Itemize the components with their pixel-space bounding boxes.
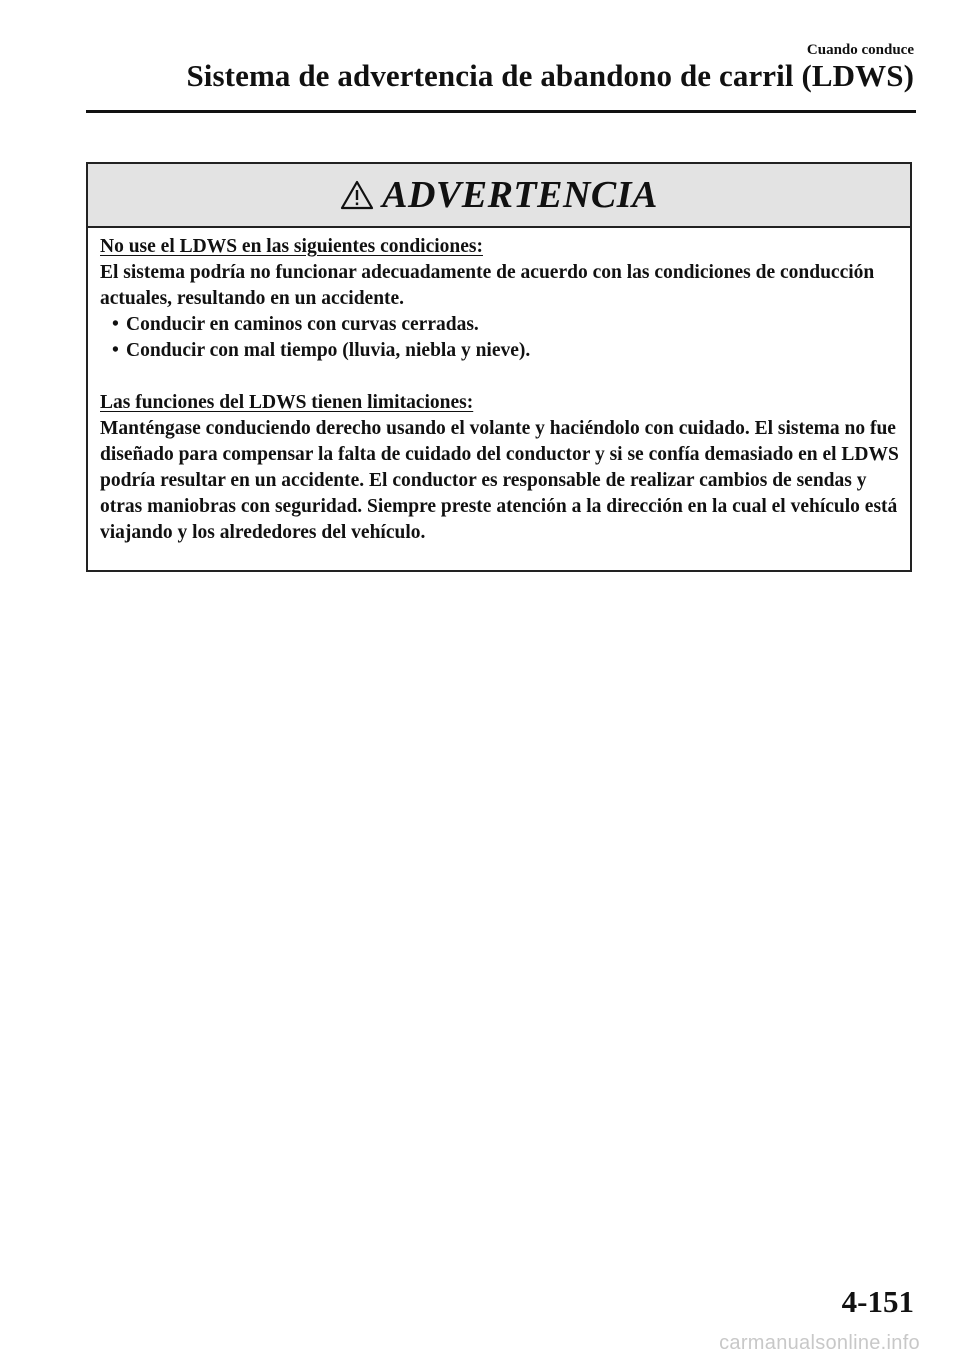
watermark: carmanualsonline.info <box>719 1332 920 1354</box>
list-item <box>112 338 900 364</box>
warning-header <box>88 164 910 228</box>
page-number: 4-151 <box>841 1284 914 1319</box>
warning-heading-limitations: Las funciones del LDWS tienen limitaciones: <box>100 392 474 413</box>
list-item-text: Conducir con mal tiempo (lluvia, niebla y nieve). <box>126 340 531 361</box>
page-title: Sistema de advertencia de abandono de carril (LDWS) <box>186 58 914 93</box>
warning-triangle-icon <box>340 180 374 210</box>
section-label: Cuando conduce <box>806 42 914 58</box>
warning-text-conditions: El sistema podría no funcionar adecuadamente de acuerdo con las condiciones de conducción actuales, resultando en un accidente. <box>100 262 875 309</box>
warning-text-limitations: Manténgase conduciendo derecho usando el volante y haciéndolo con cuidado. El sistema no fue diseñado para compensar la falta de cuidado del conductor y si se confía demasiado en el LDWS podría resultar en un accidente. El conductor es responsable de realizar cambios de sendas y otras maniobras con seguridad. Siempre preste atención a la dirección en la cual el vehículo está viajando y los alrededores del vehículo. <box>100 418 899 543</box>
warning-body <box>88 228 910 546</box>
warning-box <box>86 162 912 572</box>
bullet-icon: • <box>112 340 119 361</box>
conditions-list <box>100 312 900 364</box>
paragraph-gap <box>100 364 900 390</box>
list-item-text: Conducir en caminos con curvas cerradas. <box>126 314 479 335</box>
warning-heading-conditions: No use el LDWS en las siguientes condiciones: <box>100 236 483 257</box>
list-item <box>112 312 900 338</box>
header-divider <box>86 110 916 113</box>
bullet-icon: • <box>112 314 119 335</box>
warning-title: ADVERTENCIA <box>382 174 658 216</box>
